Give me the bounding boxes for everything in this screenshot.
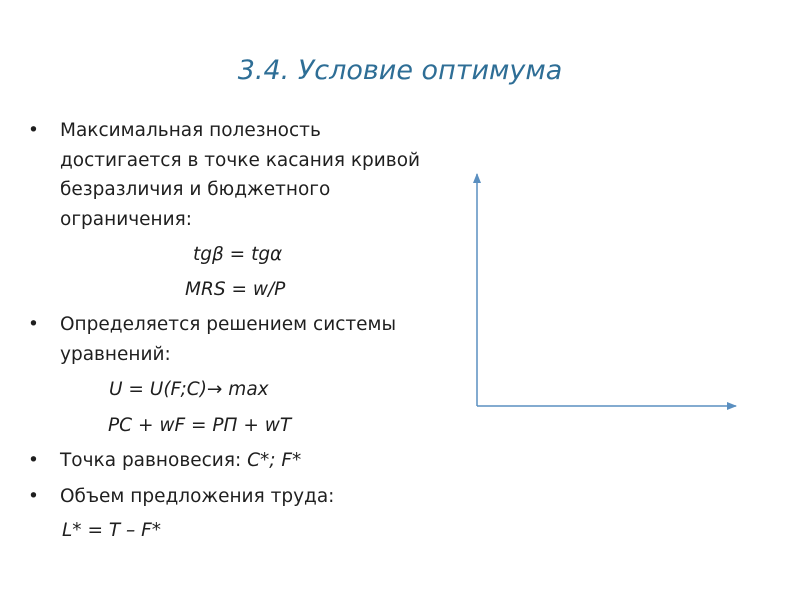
bullet-max-utility bbox=[28, 116, 448, 234]
formula-labor-supply: L* = T – F* bbox=[62, 520, 162, 541]
formula-budget-constraint: PC + wF = PП + wT bbox=[108, 414, 292, 436]
bullet-equilibrium-point bbox=[28, 446, 448, 476]
equilibrium-value: C*; F* bbox=[247, 450, 302, 471]
bullet-marker: • bbox=[28, 120, 39, 141]
bullet-system-solution bbox=[28, 310, 448, 369]
bullet-text-line: достигается в точке касания кривой bbox=[60, 149, 421, 171]
bullet-text-line: Определяется решением системы bbox=[60, 314, 397, 335]
slide-content bbox=[28, 116, 448, 546]
bullet-text-line: Объем предложения труда: bbox=[60, 485, 335, 507]
bullet-marker: • bbox=[28, 485, 39, 507]
bullet-text-line: уравнений: bbox=[60, 343, 171, 365]
bullet-text-line: ограничения: bbox=[60, 208, 193, 230]
slide-title: 3.4. Условие оптимума bbox=[237, 55, 563, 86]
bullet-labor-supply bbox=[28, 482, 448, 512]
bullet-text-line: безразличия и бюджетного bbox=[60, 179, 331, 200]
bullet-marker: • bbox=[28, 314, 39, 335]
equilibrium-label: Точка равновесия: bbox=[60, 450, 248, 471]
formula-tangent-equality: tgβ = tgα bbox=[193, 244, 283, 265]
formula-mrs-equality: MRS = w/P bbox=[185, 278, 286, 300]
bullet-marker: • bbox=[28, 450, 39, 471]
formula-utility-max: U = U(F;C)→ max bbox=[109, 379, 269, 400]
bullet-text-line: Максимальная полезность bbox=[60, 120, 321, 141]
